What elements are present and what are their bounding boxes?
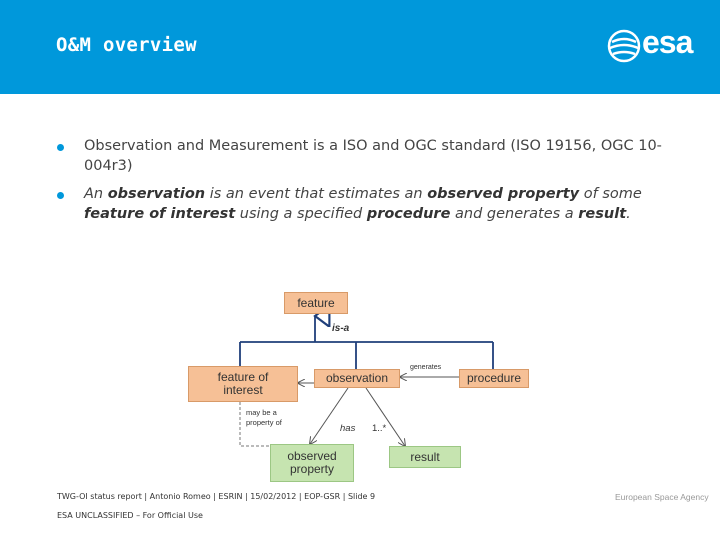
footer-agency-logo: European Space Agency (615, 492, 709, 502)
result-box: result (389, 446, 461, 468)
bullet-text-2: An observation is an event that estimates an observed property of some feature of interest using a specified procedure and generates a result. (84, 186, 642, 222)
observation-box: observation (314, 369, 400, 388)
footer-report-info: TWG-OI status report | Antonio Romeo | ESRIN | 15/02/2012 | EOP-GSR | Slide 9 (57, 492, 376, 501)
esa-logo-text: esa (642, 24, 693, 60)
is-a-label: is-a (332, 323, 350, 334)
may-be-property-of-label: may be a property of (246, 408, 282, 427)
multiplicity-label: 1..* (372, 423, 387, 434)
observed-property-box: observed property (270, 444, 354, 482)
generates-label: generates (410, 364, 442, 371)
feature-of-interest-box: feature of interest (188, 366, 298, 402)
has-label: has (340, 423, 356, 434)
procedure-box: procedure (459, 369, 529, 388)
feature-box: feature (284, 292, 348, 314)
footer-classification: ESA UNCLASSIFIED – For Official Use (57, 511, 203, 520)
slide-title: O&M overview (56, 34, 197, 56)
bullet-text-1: Observation and Measurement is a ISO and OGC standard (ISO 19156, OGC 10-004r3) (84, 138, 662, 174)
